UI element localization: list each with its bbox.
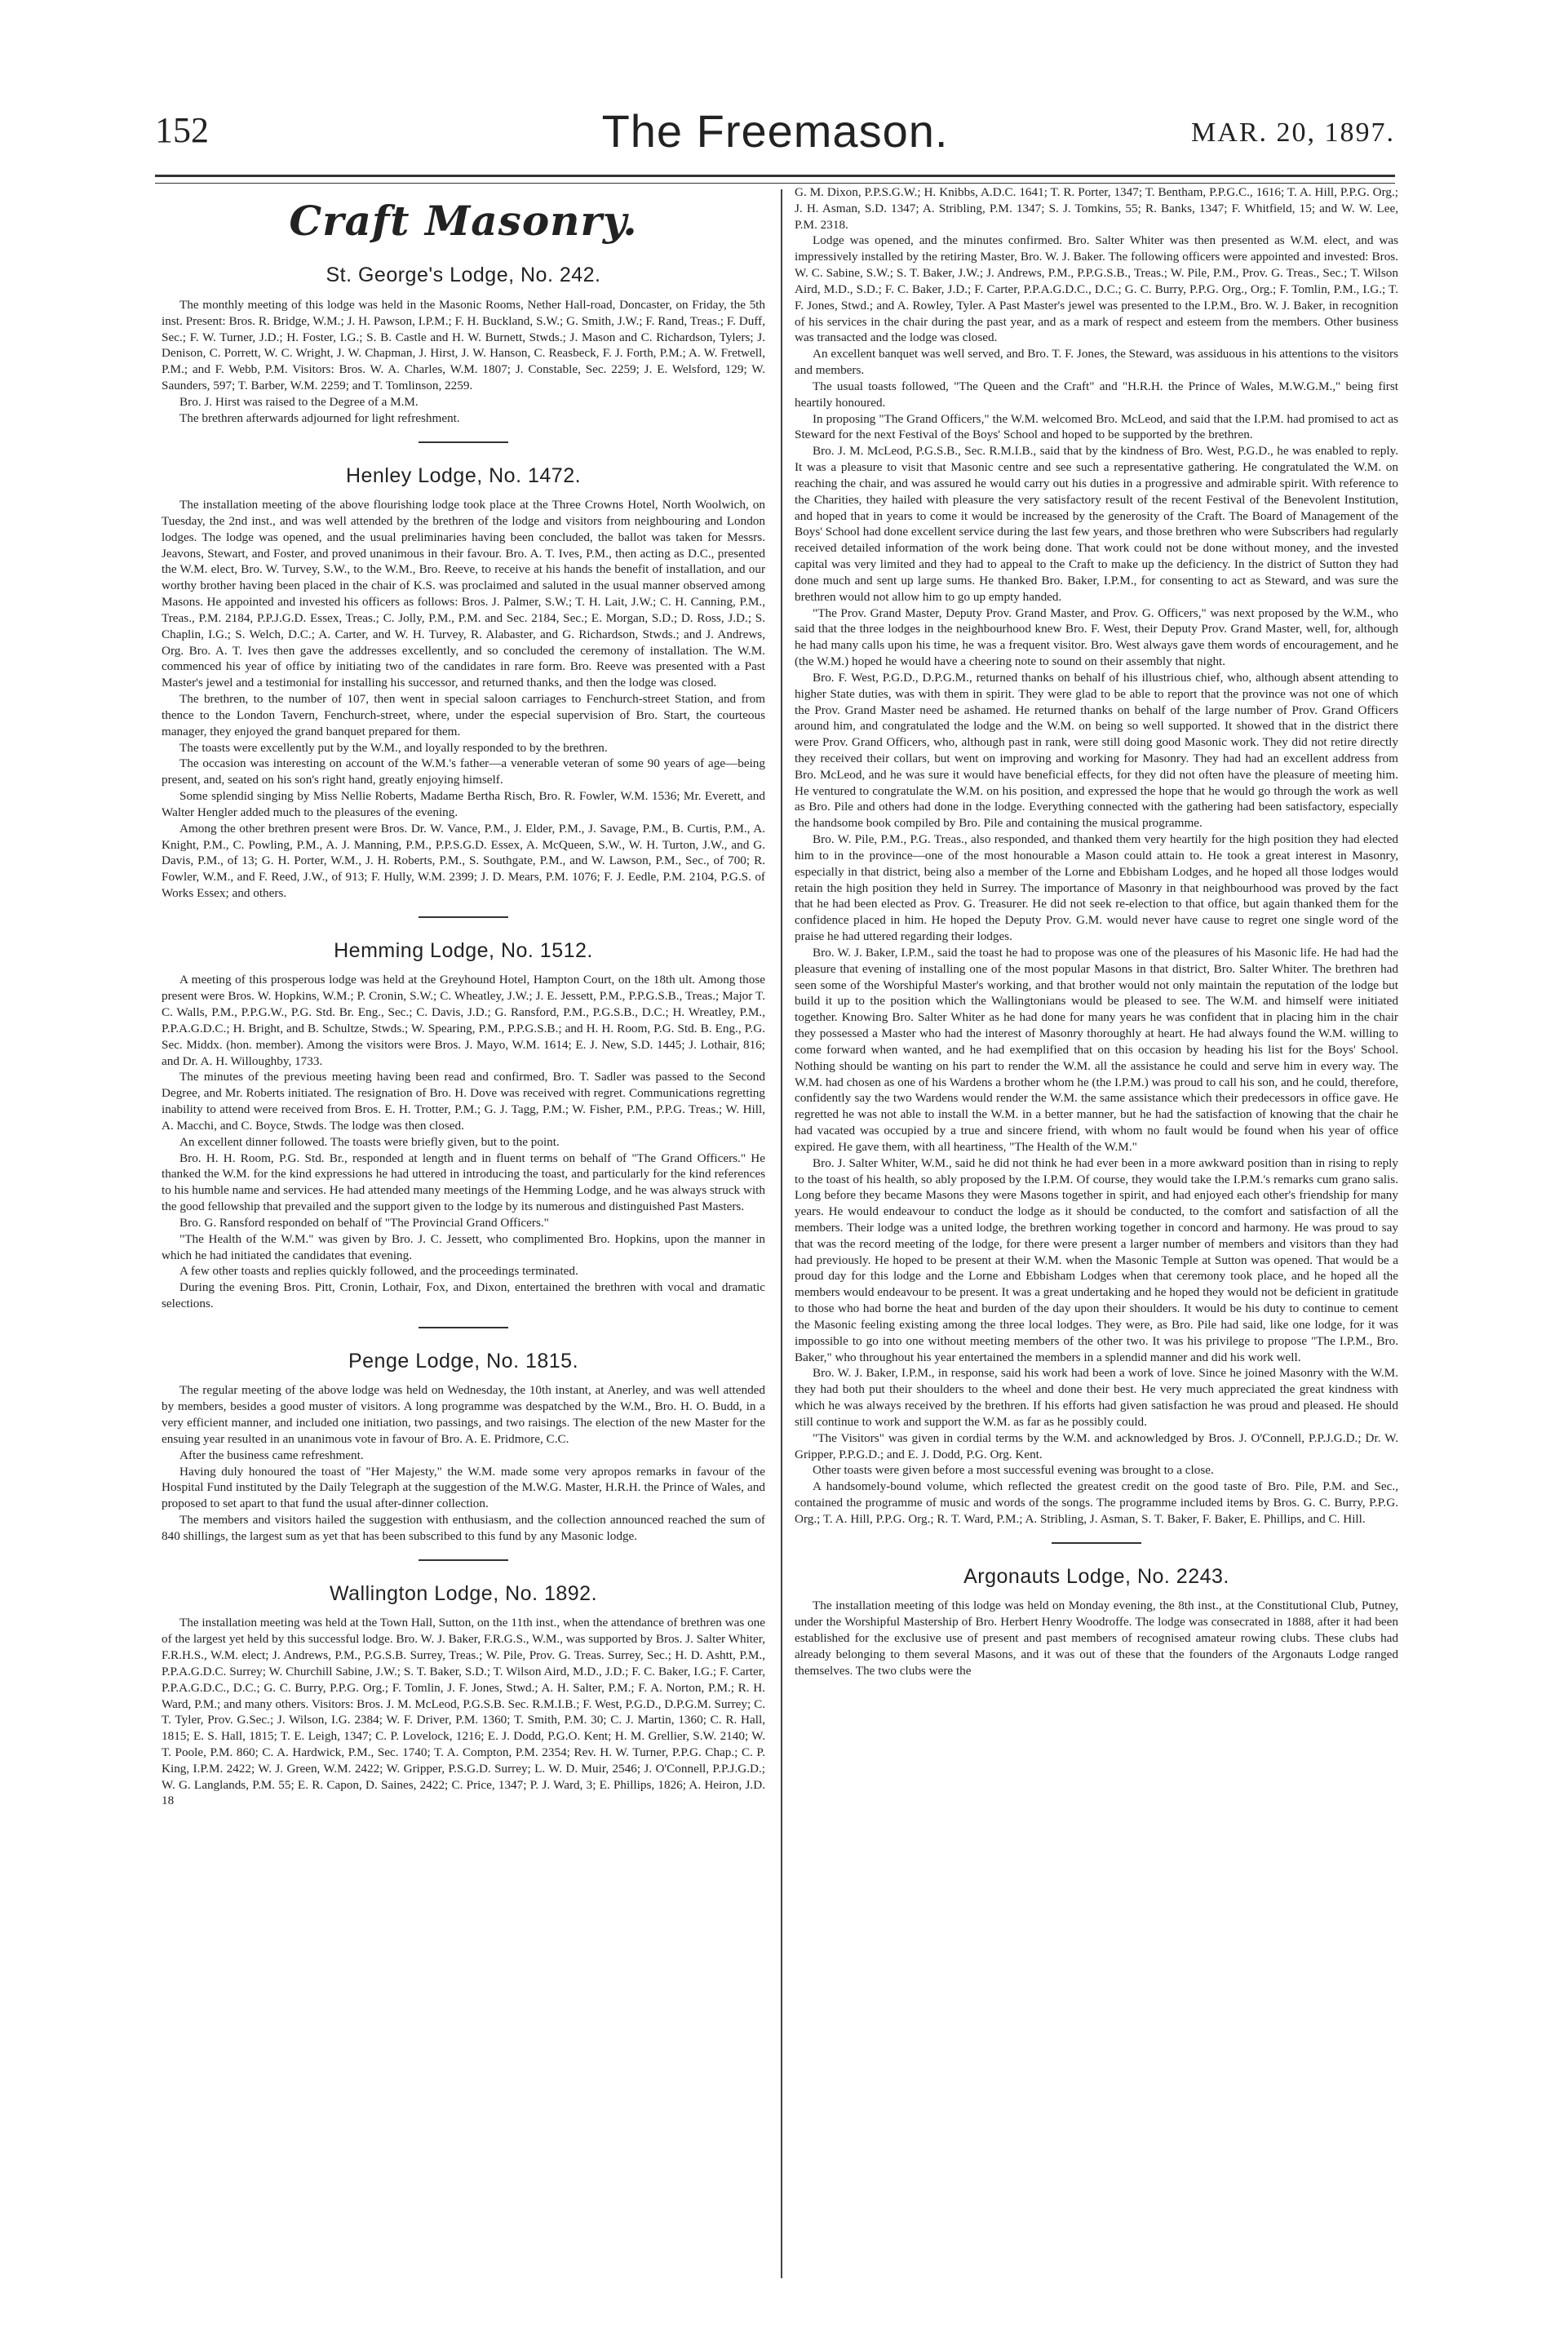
article-paragraph: The usual toasts followed, "The Queen and the Craft" and "H.R.H. the Prince of Wales, M.W.G.M.," being first heartily honoured. [795,379,1398,410]
article-paragraph: "The Health of the W.M." was given by Bro. J. C. Jessett, who complimented Bro. Hopkins, upon the manner in which he had initiated the candidates that evening. [162,1231,765,1262]
article-paragraph: The installation meeting of this lodge was held on Monday evening, the 8th inst., at the Constitutional Club, Putney, under the Worshipful Mastership of Bro. Herbert Henry Woodroffe. The lodge was consecrated in 1888, after it had been established for the exclusive use of present and past members of recognised amateur rowing clubs. These clubs had already belonging to them several Masons, and it was out of these that the founders of the Argonauts Lodge ranged themselves. The two clubs were the [795,1599,1398,1678]
section-title: Craft Masonry. [289,197,638,245]
article-paragraph: Bro. W. J. Baker, I.P.M., said the toast he had to propose was one of the pleasures of his Masonic life. He had had the pleasure that evening of installing one of the most popular Masons in that district, Bro. Salter Whiter. The brethren had seen some of the Worshipful Master's working, and that brother would not only maintain the reputation of the lodge but build it up to the position which the Wallingtonians would be pleased to see. The W.M. and himself were initiated together. Knowing Bro. Salter Whiter as he had done for many years he was confident that in placing him in the chair they possessed a Master who had the interest of Masonry thoroughly at heart. He had always found the W.M. willing to come forward when wanted, and he had exemplified that on this occasion by heading his list for the Boys' School. Nothing should be wanting on his part to render the W.M. all the assistance he could and serve him in every way. The W.M. had chosen as one of his Wardens a brother whom he (the I.P.M.) was proud to call his son, and he could, therefore, confidently say the two Wardens would render the W.M. the same assistance which their predecessors in office gave. He regretted he was not able to install the W.M. in a better manner, but he had the satisfaction of knowing that the chair he had vacated was occupied by a true and sincere friend, with whom no fault would be found when his year of office expired. He gave them, with all heartiness, "The Health of the W.M." [795,945,1398,1154]
article-paragraph: A few other toasts and replies quickly followed, and the proceedings terminated. [179,1264,578,1279]
article-paragraph: The brethren afterwards adjourned for light refreshment. [179,410,460,425]
article-paragraph: Bro. W. Pile, P.M., P.G. Treas., also responded, and thanked them very heartily for the high position they had elected him to in the province—one of the most honourable a Mason could attain to. He took a great interest in Masonry, especially in that district, being also a member of the Lorne and Ebbisham Lodges, and he hoped all those lodges would retain the high position they held in Surrey. The importance of Masonry in that neighbourhood was proved by the fact that he had been elected as Prov. G. Treasurer. He did not seek re-election to that office, but again thanked them for the confidence placed in him. He hoped the Deputy Prov. G.M. would never have cause to regret one single word of the praise he had uttered regarding their lodges. [795,832,1398,944]
article-heading-argonauts-lodge-no-2243: Argonauts Lodge, No. 2243. [963,1564,1229,1588]
article-paragraph: Bro. W. J. Baker, I.P.M., in response, said his work had been a work of love. Since he joined Masonry with the W.M. they had both put their shoulders to the wheel and done their best. He very much appreciated the great kindness with which he was always received by the brethren. If his efforts had given satisfaction he was proud and pleased. He should still continue to work and support the W.M. as far as he possibly could. [795,1366,1398,1429]
page-header [155,104,1395,178]
article-separator [419,441,508,443]
page-number: 152 [155,110,209,150]
article-paragraph: "The Prov. Grand Master, Deputy Prov. Grand Master, and Prov. G. Officers," was next proposed by the W.M., who said that the three lodges in the neighbourhood knew Bro. F. West, their Deputy Prov. Grand Master, well, for, although he had many calls upon his time, he was a frequent visitor. Bro. West always gave them words of encouragement, and he (the W.M.) hoped he would have a cheering note to sound on their assembly that night. [795,605,1398,669]
right-column [795,184,1398,1679]
article-heading-st-george-s-lodge-no-242: St. George's Lodge, No. 242. [326,264,601,287]
article-paragraph: The occasion was interesting on account of the W.M.'s father—a venerable veteran of some 90 years of age—being present, and, seated on his son's right hand, greatly enjoying himself. [162,756,765,787]
article-paragraph: An excellent dinner followed. The toasts were briefly given, but to the point. [179,1134,560,1149]
article-heading-penge-lodge-no-1815: Penge Lodge, No. 1815. [348,1349,579,1372]
article-paragraph: The toasts were excellently put by the W.M., and loyally responded to by the brethren. [179,740,608,755]
article-paragraph: The monthly meeting of this lodge was held in the Masonic Rooms, Nether Hall-road, Doncaster, on Friday, the 5th inst. Present: Bros. R. Bridge, W.M.; J. H. Pawson, I.P.M.; F. H. Buckland, S.W.; G. Smith, J.W.; F. Rand, Treas.; F. Duff, Sec.; F. W. Turner, J.D.; H. Foster, I.G.; S. B. Castle and H. W. Burnett, Stwds.; J. Mason and C. Richardson, Tylers; J. Denison, C. Porrett, W. C. Wright, J. W. Chapman, J. Hirst, J. W. Hanson, C. Reasbeck, F. J. Forth, P.M.; A. W. Fretwell, P.M.; and F. Webb, P.M. Visitors: Bros. W. A. Charles, W.M. 1807; J. Constable, Sec. 2259; J. E. Welsford, 129; W. Saunders, 597; T. Barber, W.M. 2259; and T. Tomlinson, 2259. [162,297,765,393]
article-paragraph: Bro. J. M. McLeod, P.G.S.B., Sec. R.M.I.B., said that by the kindness of Bro. West, P.G.D., he was enabled to reply. It was a pleasure to visit that Masonic centre and see such a representative gathering. He congratulated the W.M. on reaching the chair, and was assured he would carry out his duties in a progressive and admirable spirit. With reference to the Charities, they hailed with pleasure the very satisfactory result of the recent Festival of the Benevolent Institution, and hoped that in years to come it would be increased by the generosity of the Craft. The Board of Management of the Boys' School had done excellent service during the last few years, and those brethren who were Subscribers had regularly received detailed information of the work being done. That work could not be done without money, and the invested capital was very limited and they had to appeal to the Craft to make up the deficiency. In the district of Sutton they had done much and sent up large sums. He thanked Bro. Baker, I.P.M., for consenting to act as Steward, and was sure the brethren would not allow him to go up empty handed. [795,444,1398,604]
article-heading-henley-lodge-no-1472: Henley Lodge, No. 1472. [345,463,582,487]
article-paragraph: In proposing "The Grand Officers," the W.M. welcomed Bro. McLeod, and said that the I.P.M. had promised to act as Steward for the next Festival of the Boys' School and hoped to be supported by the brethren. [795,411,1398,442]
article-paragraph: Bro. H. H. Room, P.G. Std. Br., responded at length and in fluent terms on behalf of "The Grand Officers." He thanked the W.M. for the kind expressions he had uttered in introducing the toast, and particularly for the kind references to his humble name and services. He had attended many meetings of the Hemming Lodge, and he was always struck with the good fellowship that prevailed and the support given to the lodge by its numerous and distinguished Past Masters. [162,1151,765,1214]
article-paragraph: A meeting of this prosperous lodge was held at the Greyhound Hotel, Hampton Court, on the 18th ult. Among those present were Bros. W. Hopkins, W.M.; P. Cronin, S.W.; C. Wheatley, J.W.; J. E. Jessett, P.M., P.P.G.S.B., Treas.; Major T. C. Walls, P.M., P.P.G.W., P.G. Std. Br. Eng., Sec.; C. Davis, J.D.; G. Ransford, P.M., P.G.S.B., D.C.; H. Wreatley, P.M., P.P.A.G.D.C.; H. Bright, and B. Schultze, Stwds.; W. Spearing, P.M., P.P.G.S.B.; and H. H. Room, P.G. Std. B. Eng., P.G. Sec. Middx. (hon. member). Among the visitors were Bros. J. Mayo, W.M. 1614; E. J. New, S.D. 1445; J. Lothair, 816; and Dr. A. H. Willoughby, 1733. [162,973,765,1068]
article-paragraph: The members and visitors hailed the suggestion with enthusiasm, and the collection announced reached the sum of 840 shillings, the largest sum as yet that has been subscribed to this fund by any Masonic lodge. [162,1513,765,1543]
article-paragraph: Bro. J. Salter Whiter, W.M., said he did not think he had ever been in a more awkward position than in rising to reply to the toast of his health, so ably proposed by the I.P.M. Of course, they would take the I.P.M.'s remarks cum grano salis. Long before they became Masons they were Masons together in spirit, and had enjoyed each other's friendship for many years. He would endeavour to conduct the lodge as it should be conducted, to the comfort and satisfaction of all the members. Their lodge was a united lodge, the brethren working together in concord and harmony. He was proud to say that was the record meeting of the lodge, for there were present a larger number of members and visitors than they had had previously. He hoped to be present at their W.M. when the Masonic Temple at Sutton was opened. That would be a proud day for this lodge and the Lorne and Ebbisham Lodges when that ceremony took place, and he hoped all the members would endeavour to be present. It was a great undertaking and he hoped they would not be deficient in gratitude to those who had borne the heat and burden of the day upon their shoulders. It would be his duty to continue to cement the Masonic feeling existing among the three local lodges. They were, as Bro. Pile had said, like one lodge, for it was impossible to go into one without meeting members of the other two. It was his privilege to propose "The I.P.M., Bro. Baker," who throughout his year entertained the members in a splendid manner and did his work well. [795,1155,1398,1364]
article-paragraph: An excellent banquet was well served, and Bro. T. F. Jones, the Steward, was assiduous in his attentions to the visitors and members. [795,347,1398,378]
article-paragraph: "The Visitors" was given in cordial terms by the W.M. and acknowledged by Bros. J. O'Connell, P.P.J.G.D.; Dr. W. Gripper, P.P.G.D.; and E. J. Dodd, P.G. Org. Kent. [795,1430,1398,1461]
article-heading-hemming-lodge-no-1512: Hemming Lodge, No. 1512. [334,938,593,962]
article-separator [419,1327,508,1328]
article-paragraph: G. M. Dixon, P.P.S.G.W.; H. Knibbs, A.D.C. 1641; T. R. Porter, 1347; T. Bentham, P.P.G.C., 1616; T. A. Hill, P.P.G. Org.; J. H. Asman, S.D. 1347; A. Stribling, P.M. 1347; S. J. Tomkins, 55; R. Banks, 1347; F. Whitfield, 15; and W. W. Lee, P.M. 2318. [795,185,1398,232]
article-separator [419,1559,508,1561]
article-paragraph: Having duly honoured the toast of "Her Majesty," the W.M. made some very apropos remarks in favour of the Hospital Fund instituted by the Daily Telegraph at the suggestion of the M.W.G. Master, H.R.H. the Prince of Wales, and proposed to set apart to that fund the usual after-dinner collection. [162,1464,765,1511]
publication-title: The Freemason. [601,105,949,157]
article-paragraph: Bro. F. West, P.G.D., D.P.G.M., returned thanks on behalf of his illustrious chief, who, although absent attending to higher State duties, was with them in spirit. They were glad to be able to report that the province was not one of which the Prov. Grand Master need be ashamed. He returned thanks on behalf of the large number of Prov. Grand Officers around him, and congratulated the lodge and the W.M. on being so well supported. It showed that in the district there were Prov. Grand Officers, who, although past in rank, were still doing good Masonic work. They did not retire directly they received their collars, but went on improving and working for Masonry. They had had an excellent address from Bro. McLeod, and he was sure it would have beneficial effects, for they did not often have the pleasure of meeting him. He ventured to congratulate the W.M. on his position, and expressed the hope that he would go through the work as well as Bro. Pile and others had done in the lodge. Everything connected with the gathering had been satisfactory, especially the handsome book compiled by Bro. Pile and containing the musical programme. [795,670,1398,831]
article-paragraph: After the business came refreshment. [179,1448,364,1462]
article-paragraph: The minutes of the previous meeting having been read and confirmed, Bro. T. Sadler was passed to the Second Degree, and Mr. Roberts initiated. The resignation of Bro. H. Dove was received with regret. Communications regretting inability to attend were received from Bros. E. H. Trotter, P.M.; G. J. Tagg, P.M.; W. Fisher, P.M., P.P.G. Treas.; W. Hill, A. Macchi, and C. Boyce, Stwds. The lodge was then closed. [162,1070,765,1133]
issue-date: MAR. 20, 1897. [1191,118,1395,148]
article-paragraph: The regular meeting of the above lodge was held on Wednesday, the 10th instant, at Anerley, and was well attended by members, besides a good muster of visitors. A long programme was despatched by the W.M., Bro. H. O. Budd, in a very efficient manner, and included one initiation, two passings, and two raisings. The election of the new Master for the ensuing year resulted in an unanimous vote in favour of Bro. A. E. Pridmore, C.C. [162,1383,765,1446]
article-paragraph: Other toasts were given before a most successful evening was brought to a close. [813,1463,1214,1478]
article-separator [1052,1542,1141,1544]
article-paragraph: Lodge was opened, and the minutes confirmed. Bro. Salter Whiter was then presented as W.M. elect, and was impressively installed by the retiring Master, Bro. W. J. Baker. The following officers were appointed and invested: Bros. W. C. Sabine, S.W.; S. T. Baker, J.W.; J. Andrews, P.M., P.P.G.S.B., Treas.; W. Pile, P.M., Prov. G. Treas., Sec.; T. Wilson Aird, M.D., S.D.; F. C. Baker, J.D.; F. Carter, P.P.A.G.D.C., D.C.; G. C. Burry, P.P.G. Org., Org.; F. Tomlin, P.M., I.G.; T. F. Jones, Stwd.; and A. Rowley, Tyler. A Past Master's jewel was presented to the I.P.M., Bro. W. J. Baker, in recognition of his services in the chair during the past year, and as a mark of respect and esteem from the members. Other business was transacted and the lodge was closed. [795,233,1398,345]
article-paragraph: A handsomely-bound volume, which reflected the greatest credit on the good taste of Bro. Pile, P.M. and Sec., contained the programme of music and words of the songs. The programme included items by Bros. G. C. Burry, P.P.G. Org.; T. A. Hill, P.P.G. Org.; R. T. Ward, P.M.; A. Stribling, J. Asman, S. T. Baker, F. Baker, E. Phillips, and C. Hill. [795,1479,1398,1526]
article-paragraph: Bro. G. Ransford responded on behalf of "The Provincial Grand Officers." [179,1215,549,1230]
header-rule [155,175,1395,184]
article-paragraph: The brethren, to the number of 107, then went in special saloon carriages to Fenchurch-street Station, and from thence to the London Tavern, Fenchurch-street, where, under the especial supervision of Bro. Start, the courteous manager, they enjoyed the grand banquet prepared for them. [162,692,765,738]
article-paragraph: The installation meeting was held at the Town Hall, Sutton, on the 11th inst., when the attendance of brethren was one of the largest yet held by this successful lodge. Bro. W. J. Baker, F.R.G.S., W.M., was supported by Bros. J. Salter Whiter, F.R.H.S., W.M. elect; J. Andrews, P.M., P.G.S.B. Surrey, Treas.; W. Pile, Prov. G. Treas. Surrey, Sec.; H. D. Ashtt, P.M., P.P.A.G.D.C. Surrey; W. Churchill Sabine, J.W.; S. T. Baker, S.D.; T. Wilson Aird, M.D., J.D.; F. C. Baker, I.G.; F. Carter, P.P.A.G.D.C., D.C.; G. C. Burry, P.P.G. Org.; F. Tomlin, J. F. Jones, Stwd.; A. H. Salter, P.M.; F. A. Norton, P.M.; R. H. Ward, P.M.; and many others. Visitors: Bros. J. M. McLeod, P.G.S.B. Sec. R.M.I.B.; F. West, P.G.D., D.P.G.M. Surrey; C. T. Tyler, Prov. G.Sec.; J. Wilson, I.G. 2384; W. F. Driver, P.M. 1360; T. Smith, P.M. 30; C. J. Martin, 1360; C. R. Hall, 1815; E. S. Hall, 1815; T. E. Leigh, 1347; C. P. Lovelock, 1216; E. J. Dodd, P.G.O. Kent; H. M. Grellier, S.W. 2140; W. T. Poole, P.M. 860; C. A. Hardwick, P.M., Sec. 1740; T. A. Compton, P.M. 2354; Rev. H. W. Turner, P.P.G. Chap.; C. P. King, I.P.M. 2422; W. J. Green, W.M. 2422; W. Gripper, P.S.G.D. Surrey; L. W. D. Muir, 2546; J. O'Connell, P.P.J.G.D.; W. G. Langlands, P.M. 55; E. R. Capon, D. Saines, 2422; C. Price, 1347; P. J. Ward, 3; E. Phillips, 1826; A. Heiron, J.D. 18 [162,1616,765,1808]
column-divider [781,189,782,2278]
left-column [162,184,765,1809]
article-paragraph: Among the other brethren present were Bros. Dr. W. Vance, P.M., J. Elder, P.M., J. Savage, P.M., B. Curtis, P.M., A. Knight, P.M., C. Powling, P.M., A. J. Manning, P.M., P.P.S.G.D. Essex, A. McQueen, S.W., W. H. Turton, J.W., and G. Davis, P.M., of 13; G. H. Porter, W.M., J. H. Roberts, P.M., S. Southgate, P.M., and W. Lawson, P.M., Sec., of 700; R. Fowler, W.M., and F. Reed, J.W., of 913; F. Hully, W.M. 2399; J. D. Mears, P.M. 1076; F. J. Eedle, P.M. 2104, P.G.S. of Works Essex; and others. [162,821,765,900]
article-paragraph: Bro. J. Hirst was raised to the Degree of a M.M. [179,394,419,409]
article-heading-wallington-lodge-no-1892: Wallington Lodge, No. 1892. [329,1581,598,1605]
article-paragraph: Some splendid singing by Miss Nellie Roberts, Madame Bertha Risch, Bro. R. Fowler, W.M. 1536; Mr. Everett, and Walter Hengler added much to the pleasures of the evening. [162,789,765,819]
article-paragraph: The installation meeting of the above flourishing lodge took place at the Three Crowns Hotel, North Woolwich, on Tuesday, the 2nd inst., and was well attended by the brethren of the lodge and visitors from neighbouring and London lodges. The lodge was opened, and the usual preliminaries having been concluded, the ballot was taken for Messrs. Jeavons, Stewart, and Foster, and proved unanimous in their favour. Bro. A. T. Ives, P.M., then acting as D.C., presented the W.M. elect, Bro. W. Turvey, S.W., to the W.M., Bro. Reeve, to receive at his hands the benefit of installation, and our worthy brother having been placed in the chair of K.S. was proclaimed and saluted in the usual manner observed among Masons. He appointed and invested his officers as follows: Bros. J. Palmer, S.W.; T. H. Lait, J.W.; C. H. Canning, P.M., Treas., P.M. 2184, P.P.J.G.D. Essex, Treas.; C. Jolly, P.M., P.M. and Sec. 2184, Sec.; E. Morgan, S.D.; D. Ross, J.D.; S. Chaplin, I.G.; S. Welch, D.C.; A. Carter, and W. H. Turvey, R. Alabaster, and G. Richardson, Stwds.; and J. Andrews, Org. Bro. A. T. Ives then gave the addresses excellently, and so concluded the ceremony of installation. The W.M. commenced his year of office by initiating two of the candidates in rare form. Bro. Reeve was presented with a Past Master's jewel and a testimonial for installing his successor, and returned thanks, and then the lodge was closed. [162,498,765,690]
article-separator [419,916,508,918]
article-paragraph: During the evening Bros. Pitt, Cronin, Lothair, Fox, and Dixon, entertained the brethren with vocal and dramatic selections. [162,1280,765,1311]
